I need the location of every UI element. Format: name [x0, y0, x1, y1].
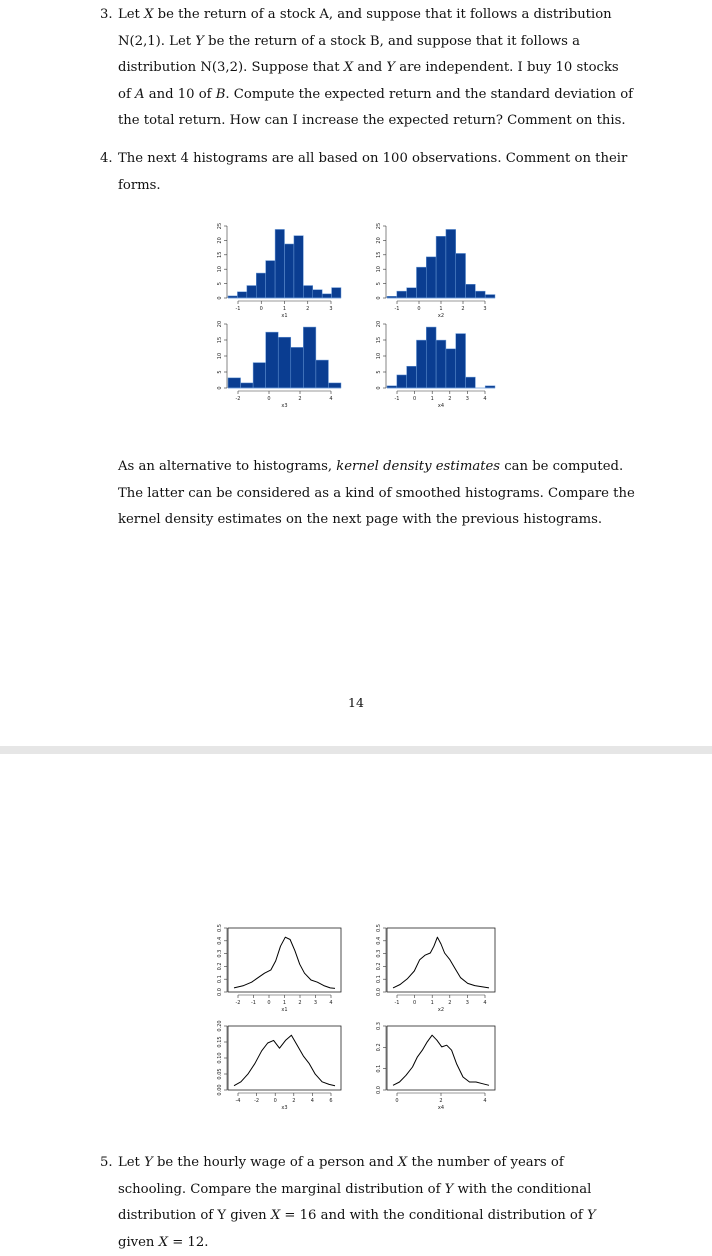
math-variable: Y	[144, 1155, 153, 1170]
text-run: with the conditional distribution of Y given	[118, 1181, 592, 1223]
y-tick-label: 0.2	[217, 962, 223, 971]
x-tick-label: 1	[430, 1000, 434, 1006]
x-tick-label: 0	[413, 1000, 417, 1006]
math-variable: X	[144, 7, 154, 22]
x-tick-label: 2	[448, 1000, 452, 1006]
histogram-bar	[303, 327, 316, 388]
x-tick-label: 2	[298, 1000, 302, 1006]
math-variable: X	[397, 1155, 408, 1170]
y-tick-label: 20	[217, 320, 223, 328]
y-tick-label: 0.3	[376, 949, 382, 958]
x-tick-label: 1	[282, 1000, 287, 1006]
x-tick-label: 6	[329, 1098, 333, 1104]
page-separator	[0, 746, 712, 754]
x-tick-label: -2	[235, 396, 241, 402]
x-tick-label: 0	[417, 306, 421, 312]
y-tick-label: 5	[217, 370, 223, 374]
histogram-bar	[426, 257, 436, 298]
kde-plot-x4	[363, 1020, 503, 1112]
plot-frame	[228, 928, 341, 992]
question-3-text	[118, 2, 635, 135]
y-tick-label: 0.1	[376, 975, 382, 984]
histogram-x1	[204, 220, 349, 320]
text-run: As an alternative to histograms,	[118, 459, 337, 474]
page-number: 14	[348, 695, 364, 710]
x-tick-label: -1	[394, 306, 400, 312]
x-tick-label: 3	[483, 306, 487, 312]
y-tick-label: 0.15	[217, 1036, 223, 1048]
x-axis-label: x2	[437, 1007, 445, 1013]
y-tick-label: 0.0	[376, 988, 382, 996]
question-5	[100, 1150, 635, 1256]
histogram-bar	[416, 340, 426, 388]
y-tick-label: 10	[376, 352, 382, 360]
x-tick-label: 2	[448, 396, 452, 402]
x-tick-label: 2	[298, 396, 302, 402]
histogram-bar	[416, 267, 426, 298]
histogram-bar	[332, 288, 341, 298]
histogram-bar	[316, 360, 329, 388]
y-tick-label: 0.1	[217, 975, 223, 984]
y-tick-label: 20	[376, 320, 382, 328]
text-run: . Compute the expected return and the standard deviation of the total return. How can I increase the expected return? Comment on this.	[118, 86, 634, 128]
question-4-number: 4.	[100, 151, 113, 166]
kde-plot-x1	[204, 922, 349, 1014]
y-tick-label: 0.20	[217, 1020, 223, 1032]
x-tick-label: -1	[235, 306, 241, 312]
histogram-bar	[475, 291, 485, 298]
density-curve	[393, 1035, 489, 1085]
y-tick-label: 0.1	[376, 1064, 382, 1073]
histogram-bar	[397, 291, 407, 298]
x-tick-label: 1	[439, 306, 443, 312]
histogram-bar	[485, 295, 495, 298]
x-tick-label: -2	[235, 1000, 241, 1006]
x-tick-label: 4	[329, 396, 333, 402]
x-tick-label: 0	[273, 1098, 277, 1104]
y-tick-label: 15	[376, 251, 382, 258]
x-tick-label: -4	[235, 1098, 241, 1104]
y-tick-label: 0	[376, 386, 382, 390]
y-tick-label: 5	[217, 282, 223, 286]
question-5-number: 5.	[100, 1155, 113, 1170]
question-3-number: 3.	[100, 7, 113, 22]
x-tick-label: 3	[465, 1000, 469, 1006]
y-tick-label: 5	[376, 370, 382, 374]
y-tick-label: 10	[376, 266, 382, 273]
histogram-bar	[328, 383, 341, 388]
math-variable: Y	[386, 60, 396, 75]
histogram-bar	[397, 375, 407, 388]
x-tick-label: 3	[329, 306, 333, 312]
text-run: the number of years of schooling. Compare the marginal distribution of	[118, 1155, 564, 1197]
text-run: Let	[118, 1155, 145, 1170]
x-tick-label: -1	[394, 396, 400, 402]
x-tick-label: 4	[483, 396, 487, 402]
x-tick-label: 4	[483, 1098, 487, 1104]
histogram-bar	[266, 332, 279, 388]
text-run: given	[118, 1234, 159, 1250]
math-variable: X	[158, 1234, 168, 1250]
text-run: be the return of a stock B, and suppose that it follows a distribution N(3,2). Suppose that	[118, 33, 580, 75]
text-run: Let	[118, 7, 145, 22]
histogram-bar	[426, 327, 436, 388]
histogram-bar	[228, 378, 241, 388]
y-tick-label: 15	[376, 336, 382, 344]
question-3	[100, 2, 635, 135]
histogram-bar	[407, 366, 417, 388]
page-15	[0, 754, 712, 1250]
y-tick-label: 0.4	[217, 936, 223, 945]
math-variable: X	[270, 1208, 281, 1223]
x-axis-label: x2	[437, 313, 445, 319]
y-tick-label: 0.3	[217, 949, 223, 958]
x-tick-label: 1	[282, 306, 287, 312]
plot-frame	[228, 1026, 341, 1090]
x-tick-label: -1	[394, 1000, 400, 1006]
histogram-bar	[266, 261, 275, 298]
histogram-bar	[291, 347, 304, 388]
histogram-bar	[436, 340, 446, 388]
x-tick-label: -1	[251, 1000, 256, 1006]
question-4	[100, 146, 635, 199]
histogram-bar	[237, 292, 246, 298]
histogram-bar	[303, 286, 312, 298]
y-tick-label: 20	[376, 237, 382, 244]
text-run: = 16 and with the conditional distribution of	[280, 1208, 587, 1223]
x-tick-label: 4	[310, 1098, 314, 1104]
x-axis-label: x4	[437, 403, 445, 409]
x-tick-label: 0	[259, 306, 263, 312]
histogram-x2	[363, 220, 503, 320]
histogram-bar	[285, 244, 294, 298]
x-tick-label: 3	[313, 1000, 318, 1006]
x-tick-label: 2	[292, 1098, 296, 1104]
y-tick-label: 0.2	[376, 1043, 382, 1052]
kde-plot-x2	[363, 922, 503, 1014]
x-axis-label: x1	[281, 1007, 288, 1013]
x-tick-label: 0	[267, 1000, 271, 1006]
math-variable: Y	[586, 1208, 596, 1223]
x-tick-label: 2	[461, 306, 465, 312]
math-variable: X	[343, 60, 354, 75]
y-tick-label: 0.5	[217, 924, 223, 932]
text-run: = 12.	[168, 1234, 209, 1250]
y-tick-label: 0.10	[217, 1052, 223, 1064]
text-run: be the return of a stock A, and suppose that it follows a distribution N(2,1). Let	[118, 7, 612, 49]
y-tick-label: 0	[217, 296, 223, 300]
x-axis-label: x3	[281, 403, 288, 409]
histogram-bar	[294, 236, 303, 298]
x-tick-label: 3	[465, 396, 469, 402]
y-tick-label: 0.4	[376, 936, 382, 945]
math-variable: kernel density estimates	[336, 459, 501, 474]
plot-frame	[387, 1026, 495, 1090]
histogram-bar	[313, 290, 322, 298]
x-axis-label: x3	[281, 1105, 288, 1111]
histogram-bar	[241, 383, 254, 388]
histogram-bar	[407, 288, 417, 298]
y-tick-label: 25	[217, 222, 223, 230]
y-tick-label: 10	[217, 266, 223, 273]
histogram-x4	[363, 318, 503, 410]
histogram-bar	[275, 229, 284, 298]
x-tick-label: 0	[267, 396, 271, 402]
density-curve	[393, 937, 489, 988]
x-tick-label: -2	[254, 1098, 260, 1104]
y-tick-label: 20	[217, 237, 223, 244]
y-tick-label: 0.00	[217, 1084, 223, 1096]
histogram-bar	[253, 363, 266, 388]
histogram-bar	[436, 236, 446, 298]
y-tick-label: 10	[217, 352, 223, 360]
y-tick-label: 0.05	[217, 1068, 223, 1080]
math-variable: B	[215, 86, 226, 102]
text-run: can be computed. The latter can be considered as a kind of smoothed histograms. Compare the kernel density estimates on the next page with the previous histograms.	[118, 459, 635, 527]
question-5-text	[118, 1150, 635, 1256]
density-curve	[234, 1035, 335, 1086]
histogram-bar	[466, 377, 476, 388]
histogram-bar	[278, 337, 291, 388]
histogram-x3	[204, 318, 349, 410]
y-tick-label: 0.0	[376, 1086, 382, 1094]
x-tick-label: 0	[395, 1098, 399, 1104]
math-variable: Y	[195, 33, 204, 49]
histogram-bar	[322, 294, 331, 298]
y-tick-label: 0.3	[376, 1022, 382, 1030]
histogram-bar	[456, 253, 466, 298]
histogram-bar	[446, 229, 456, 298]
histogram-bar	[256, 273, 265, 298]
histogram-bar	[456, 334, 466, 388]
math-variable: Y	[444, 1181, 454, 1197]
kde-plot-x3	[204, 1020, 349, 1112]
x-axis-label: x1	[281, 313, 288, 319]
math-variable: A	[135, 86, 145, 102]
question-4-text: The next 4 histograms are all based on 100 observations. Comment on their forms.	[118, 151, 628, 193]
x-tick-label: 4	[329, 1000, 333, 1006]
histogram-bar	[247, 286, 256, 298]
x-axis-label: x4	[437, 1105, 445, 1111]
histogram-bar	[446, 349, 456, 388]
density-curve	[234, 937, 335, 988]
y-tick-label: 0.2	[376, 962, 382, 971]
x-tick-label: 1	[430, 396, 434, 402]
x-tick-label: 2	[439, 1098, 443, 1104]
x-tick-label: 2	[306, 306, 310, 312]
text-run: and	[353, 60, 387, 75]
kde-intro-paragraph	[118, 454, 635, 534]
text-run: are independent. I buy 10 stocks of	[118, 60, 619, 102]
text-run: and 10 of	[144, 86, 216, 102]
x-tick-label: 0	[413, 396, 417, 402]
y-tick-label: 0.5	[376, 924, 382, 932]
y-tick-label: 0	[217, 386, 223, 390]
y-tick-label: 0	[376, 296, 382, 300]
text-run: be the hourly wage of a person and	[152, 1155, 398, 1170]
y-tick-label: 15	[217, 251, 223, 258]
histogram-bar	[466, 284, 476, 298]
y-tick-label: 0.0	[217, 988, 223, 996]
x-tick-label: 4	[483, 1000, 487, 1006]
y-tick-label: 15	[217, 336, 223, 344]
y-tick-label: 25	[376, 222, 382, 230]
y-tick-label: 5	[376, 282, 382, 286]
